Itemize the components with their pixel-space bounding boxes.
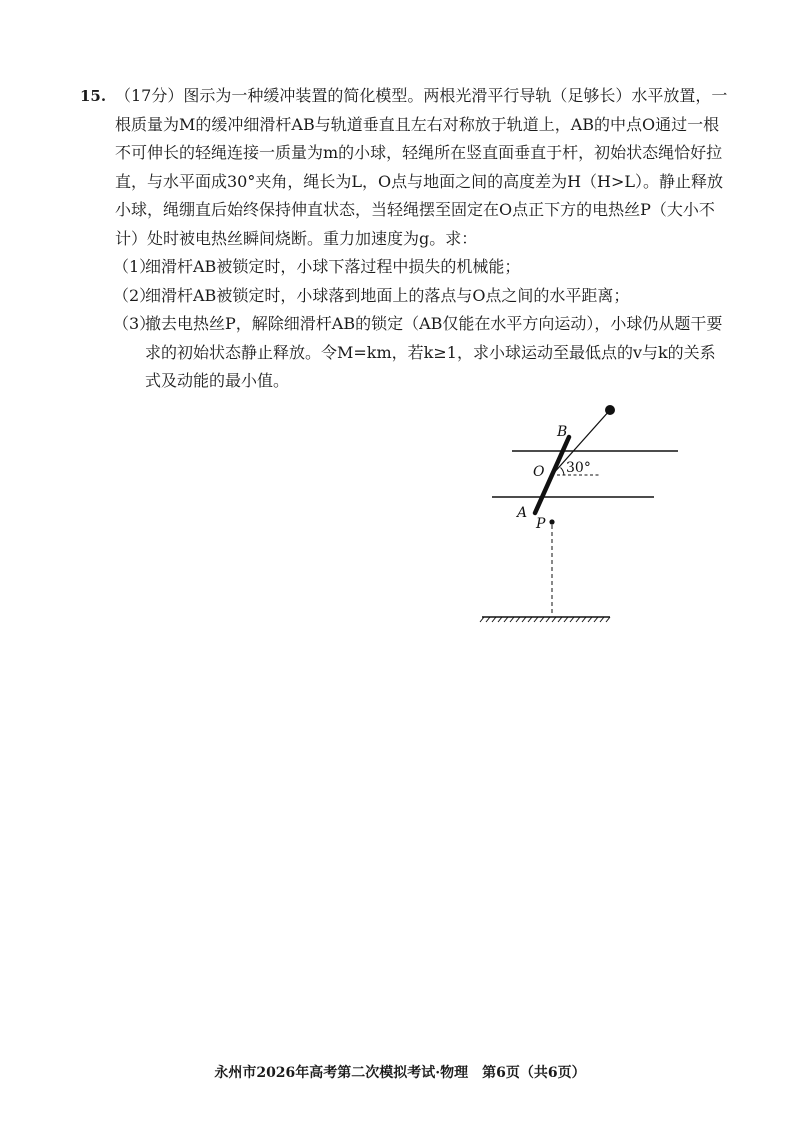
subquestion-tag: （2）	[113, 285, 156, 305]
subquestion-text: 撤去电热丝P，解除细滑杆AB的锁定（AB仅能在水平方向运动），小球仍从题干要求的初始状态静止释放。令M=km，若k≥1，求小球运动至最低点的v与k的关系式及动能的最小值。	[145, 314, 723, 390]
problem-body	[115, 82, 730, 396]
subquestion-text: 细滑杆AB被锁定时，小球落到地面上的落点与O点之间的水平距离；	[145, 285, 630, 305]
label-a: A	[517, 505, 528, 521]
page-footer: 永州市2026年高考第二次模拟考试·物理 第6页（共6页）	[214, 1065, 586, 1081]
buffer-device-diagram	[460, 400, 720, 630]
problem-stem: （17分）图示为一种缓冲装置的简化模型。两根光滑平行导轨（足够长）水平放置，一根质量为M的缓冲细滑杆AB与轨道垂直且左右对称放于轨道上，AB的中点O通过一根不可伸长的轻绳连接一质量为m的小球，轻绳所在竖直面垂直于杆，初始状态绳恰好拉直，与水平面成30°夹角，绳长为L，O点与地面之间的高度差为H（H>L）。静止释放小球，绳绷直后始终保持伸直状态，当轻绳摆至固定在O点正下方的电热丝P（大小不计）处时被电热丝瞬间烧断。重力加速度为g。求：	[115, 86, 728, 248]
subquestion-text: 细滑杆AB被锁定时，小球下落过程中损失的机械能；	[145, 257, 521, 276]
point-p	[549, 519, 554, 524]
label-p: P	[536, 516, 546, 532]
subquestion-tag: （1）	[113, 257, 156, 276]
subquestion-3	[113, 310, 730, 396]
subquestion-1	[113, 253, 730, 282]
label-o: O	[533, 464, 545, 480]
question-number: 15.	[80, 87, 107, 105]
subquestion-2	[113, 282, 730, 311]
ball	[605, 405, 615, 415]
angle-label: 30°	[566, 460, 591, 476]
angle-arc	[561, 468, 565, 476]
subquestion-tag: （3）	[113, 314, 156, 333]
problem-15	[80, 82, 730, 396]
label-b: B	[557, 424, 568, 440]
